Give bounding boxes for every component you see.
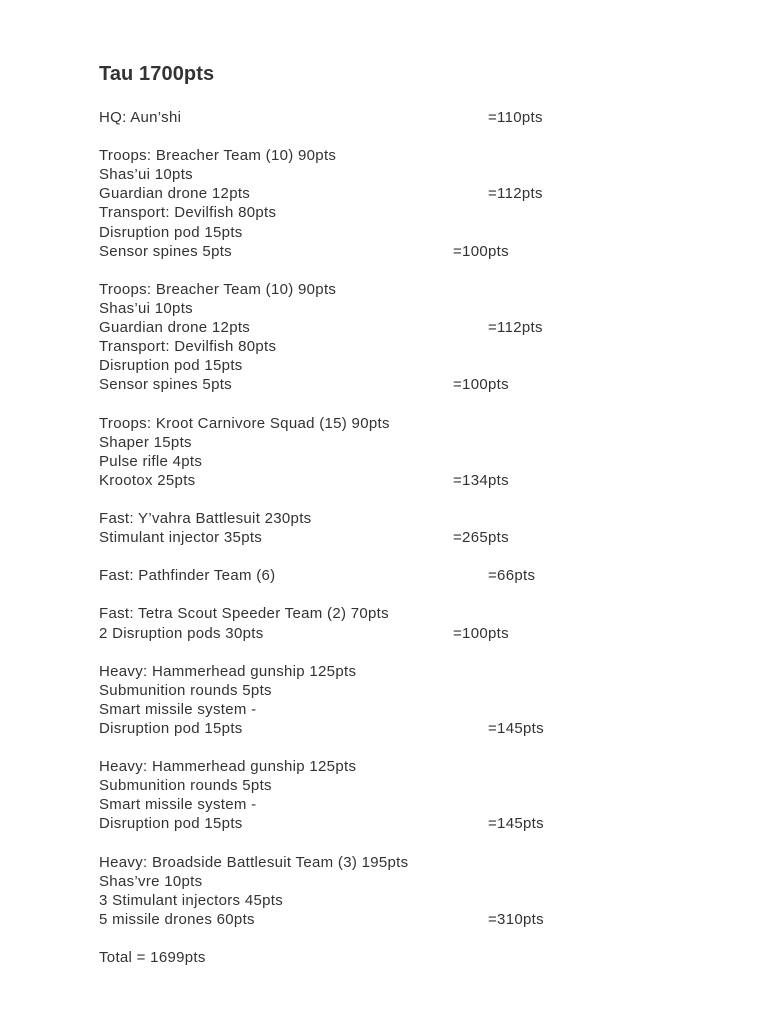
blank-line	[99, 929, 659, 948]
note-line	[99, 719, 659, 738]
note-line	[99, 853, 659, 872]
note-line	[99, 165, 659, 184]
note-line	[99, 948, 659, 967]
line-text: Troops: Breacher Team (10) 90pts	[99, 280, 337, 298]
line-text: Sensor spines 5pts	[99, 242, 232, 260]
note-line	[99, 146, 659, 165]
blank-line	[99, 547, 659, 566]
note-line	[99, 528, 659, 547]
line-text: Heavy: Broadside Battlesuit Team (3) 195pts	[99, 853, 409, 871]
line-text: Disruption pod 15pts	[99, 223, 243, 241]
line-subtotal: =100pts	[453, 242, 509, 260]
note-line	[99, 566, 659, 585]
line-text: Shas’vre 10pts	[99, 872, 203, 890]
line-subtotal: =310pts	[488, 910, 544, 928]
note-line	[99, 318, 659, 337]
note-line	[99, 757, 659, 776]
line-subtotal: =134pts	[453, 471, 509, 489]
line-text: 5 missile drones 60pts	[99, 910, 255, 928]
line-text: Fast: Tetra Scout Speeder Team (2) 70pts	[99, 605, 389, 623]
note-line	[99, 604, 659, 623]
note-line	[99, 471, 659, 490]
note-line	[99, 776, 659, 795]
line-subtotal: =110pts	[488, 109, 543, 126]
note-line	[99, 108, 659, 127]
line-text: Submunition rounds 5pts	[99, 777, 272, 795]
note-line	[99, 700, 659, 719]
line-text: Fast: Pathfinder Team (6)	[99, 567, 276, 585]
note-line	[99, 795, 659, 814]
line-text: Disruption pod 15pts	[99, 720, 243, 737]
note-line	[99, 509, 659, 528]
note-line	[99, 184, 659, 203]
note-line	[99, 433, 659, 452]
line-text: Guardian drone 12pts	[99, 185, 251, 203]
note-line	[99, 662, 659, 681]
line-subtotal: =66pts	[488, 567, 536, 585]
note-line	[99, 375, 659, 394]
line-subtotal: =100pts	[453, 624, 509, 642]
line-text: Krootox 25pts	[99, 471, 196, 489]
note-line	[99, 356, 659, 375]
blank-line	[99, 643, 659, 662]
note-line	[99, 203, 659, 222]
line-text: Disruption pod 15pts	[99, 815, 243, 833]
line-text: Guardian drone 12pts	[99, 319, 251, 337]
line-text: Transport: Devilfish 80pts	[99, 204, 277, 222]
blank-line	[99, 490, 659, 509]
line-text: Shas’ui 10pts	[99, 299, 193, 317]
line-text: 2 Disruption pods 30pts	[99, 624, 264, 642]
blank-line	[99, 394, 659, 413]
line-text: Heavy: Hammerhead gunship 125pts	[99, 758, 357, 776]
line-text: Smart missile system -	[99, 700, 257, 718]
note-line	[99, 872, 659, 891]
blank-line	[99, 738, 659, 757]
note-line	[99, 452, 659, 471]
line-text: Stimulant injector 35pts	[99, 529, 263, 547]
note-line	[99, 624, 659, 643]
note-line	[99, 681, 659, 700]
line-text: Sensor spines 5pts	[99, 376, 232, 394]
line-text: Shas’ui 10pts	[99, 166, 193, 184]
line-text: HQ: Aun’shi	[99, 109, 182, 126]
line-text: Fast: Y’vahra Battlesuit 230pts	[99, 509, 312, 527]
note-line	[99, 337, 659, 356]
note-line	[99, 280, 659, 299]
line-text: Troops: Breacher Team (10) 90pts	[99, 147, 337, 165]
line-text: Heavy: Hammerhead gunship 125pts	[99, 662, 357, 680]
note-line	[99, 414, 659, 433]
line-text: 3 Stimulant injectors 45pts	[99, 891, 284, 909]
note-line	[99, 242, 659, 261]
line-subtotal: =265pts	[453, 529, 509, 547]
note-title: Tau 1700pts	[99, 63, 215, 85]
line-subtotal: =145pts	[488, 720, 544, 737]
line-text: Transport: Devilfish 80pts	[99, 338, 277, 356]
line-subtotal: =112pts	[488, 185, 543, 203]
blank-line	[99, 127, 659, 146]
line-text: Shaper 15pts	[99, 433, 192, 451]
line-text: Submunition rounds 5pts	[99, 681, 272, 699]
line-subtotal: =100pts	[453, 376, 509, 394]
line-subtotal: =112pts	[488, 319, 543, 337]
line-text: Total = 1699pts	[99, 949, 206, 967]
note-body	[99, 108, 659, 967]
line-subtotal: =145pts	[488, 815, 544, 833]
line-text: Pulse rifle 4pts	[99, 452, 203, 470]
note-line	[99, 299, 659, 318]
line-text: Smart missile system -	[99, 796, 257, 814]
line-text: Disruption pod 15pts	[99, 357, 243, 375]
blank-line	[99, 834, 659, 853]
note-line	[99, 891, 659, 910]
blank-line	[99, 261, 659, 280]
note-line	[99, 814, 659, 833]
line-text: Troops: Kroot Carnivore Squad (15) 90pts	[99, 414, 390, 432]
blank-line	[99, 585, 659, 604]
note-line	[99, 223, 659, 242]
note-line	[99, 910, 659, 929]
